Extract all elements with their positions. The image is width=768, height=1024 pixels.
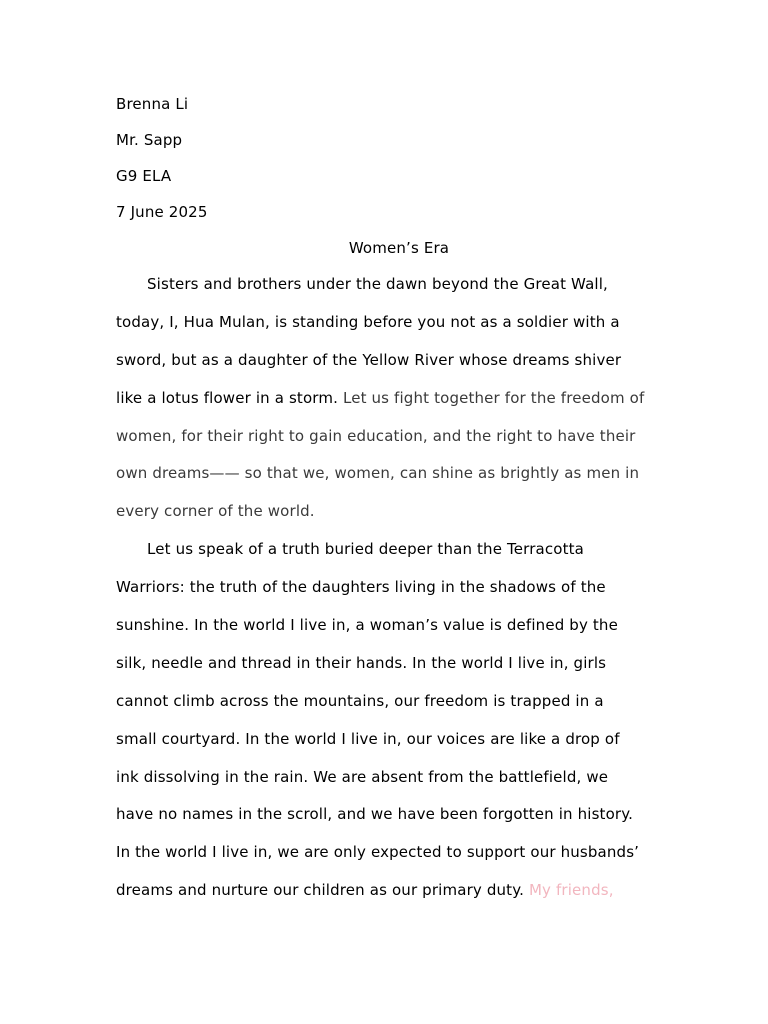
faded-text-segment: My friends, xyxy=(524,881,614,900)
paragraph-line: Let us speak of a truth buried deeper than the Terracotta xyxy=(147,540,584,559)
essay-title: Women’s Era xyxy=(348,239,450,257)
text-segment: like a lotus flower in a storm. xyxy=(116,388,339,407)
paragraph-line xyxy=(116,388,656,426)
paragraph-line: women, for their right to gain education, and the right to have their xyxy=(116,426,636,445)
paragraph-line xyxy=(116,880,656,918)
paragraph-line: small courtyard. In the world I live in, our voices are like a drop of xyxy=(116,729,620,748)
paragraph-line: every corner of the world. xyxy=(116,502,315,521)
teacher-name: Mr. Sapp xyxy=(116,131,183,149)
text-segment: dreams and nurture our children as our primary duty. xyxy=(116,881,525,900)
paragraph-line: sword, but as a daughter of the Yellow River whose dreams shiver xyxy=(116,350,622,369)
paragraph-1 xyxy=(116,274,656,539)
paragraph-line: silk, needle and thread in their hands. In the world I live in, girls xyxy=(116,653,607,672)
author-name: Brenna Li xyxy=(116,95,189,113)
essay-date: 7 June 2025 xyxy=(116,203,208,221)
text-segment: own dreams—— xyxy=(116,464,240,483)
paragraph-line: Warriors: the truth of the daughters living in the shadows of the xyxy=(116,578,606,597)
paragraph-line xyxy=(116,463,656,501)
text-segment: so that we, women, can shine as brightly as men in xyxy=(239,464,640,483)
paragraph-line: have no names in the scroll, and we have been forgotten in history. xyxy=(116,805,634,824)
paragraph-line: Sisters and brothers under the dawn beyond the Great Wall, xyxy=(147,275,608,293)
highlighted-text-segment: Let us fight together for the freedom of xyxy=(338,388,645,407)
paragraph-line: today, I, Hua Mulan, is standing before you not as a soldier with a xyxy=(116,312,620,331)
paragraph-line: In the world I live in, we are only expected to support our husbands’ xyxy=(116,843,640,862)
paragraph-2 xyxy=(116,539,656,918)
paragraph-line: sunshine. In the world I live in, a woman’s value is defined by the xyxy=(116,616,618,635)
paragraph-line: ink dissolving in the rain. We are absent from the battlefield, we xyxy=(116,767,609,786)
paragraph-line: cannot climb across the mountains, our freedom is trapped in a xyxy=(116,691,604,710)
document-page xyxy=(116,94,656,918)
class-name: G9 ELA xyxy=(116,167,172,185)
